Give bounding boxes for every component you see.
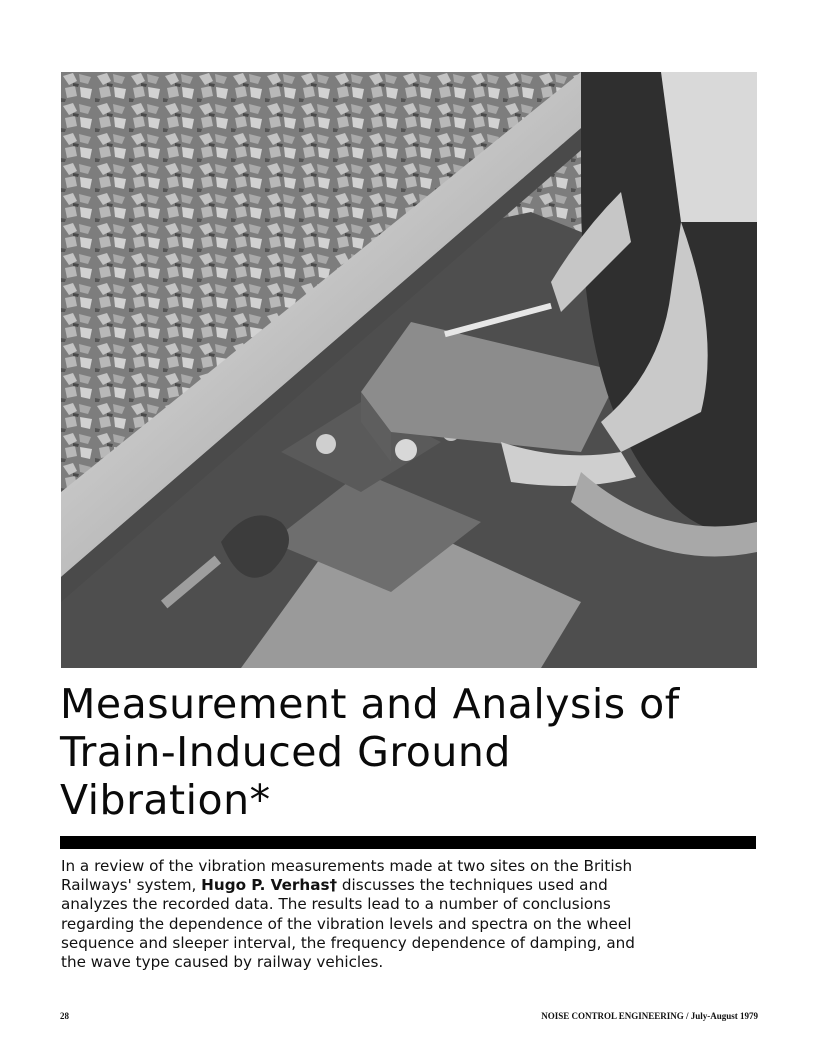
railway-track-photo <box>61 72 757 668</box>
railway-track-photo-icon <box>61 72 757 668</box>
article-abstract <box>61 857 761 972</box>
abstract-line-6: the wave type caused by railway vehicles. <box>61 953 384 972</box>
page-number: 28 <box>60 1011 69 1021</box>
abstract-line-2 <box>61 876 761 895</box>
journal-footer: NOISE CONTROL ENGINEERING / July-August 1979 <box>541 1011 758 1021</box>
title-divider <box>60 836 756 849</box>
author-name: Hugo P. Verhas† <box>201 876 338 895</box>
abstract-line-2-end: discusses the techniques used and <box>337 876 608 895</box>
abstract-line-3: analyzes the recorded data. The results lead to a number of conclusions <box>61 895 611 914</box>
title-line-2: Train-Induced Ground <box>60 728 511 776</box>
article-title <box>60 680 760 824</box>
abstract-line-5: sequence and sleeper interval, the frequency dependence of damping, and <box>61 933 635 952</box>
abstract-line-2-start: Railways' system, <box>61 876 202 895</box>
title-line-3: Vibration* <box>60 776 271 824</box>
title-line-1: Measurement and Analysis of <box>60 680 680 728</box>
abstract-line-1: In a review of the vibration measurements made at two sites on the British <box>61 857 633 875</box>
abstract-line-4: regarding the dependence of the vibration levels and spectra on the wheel <box>61 914 632 933</box>
